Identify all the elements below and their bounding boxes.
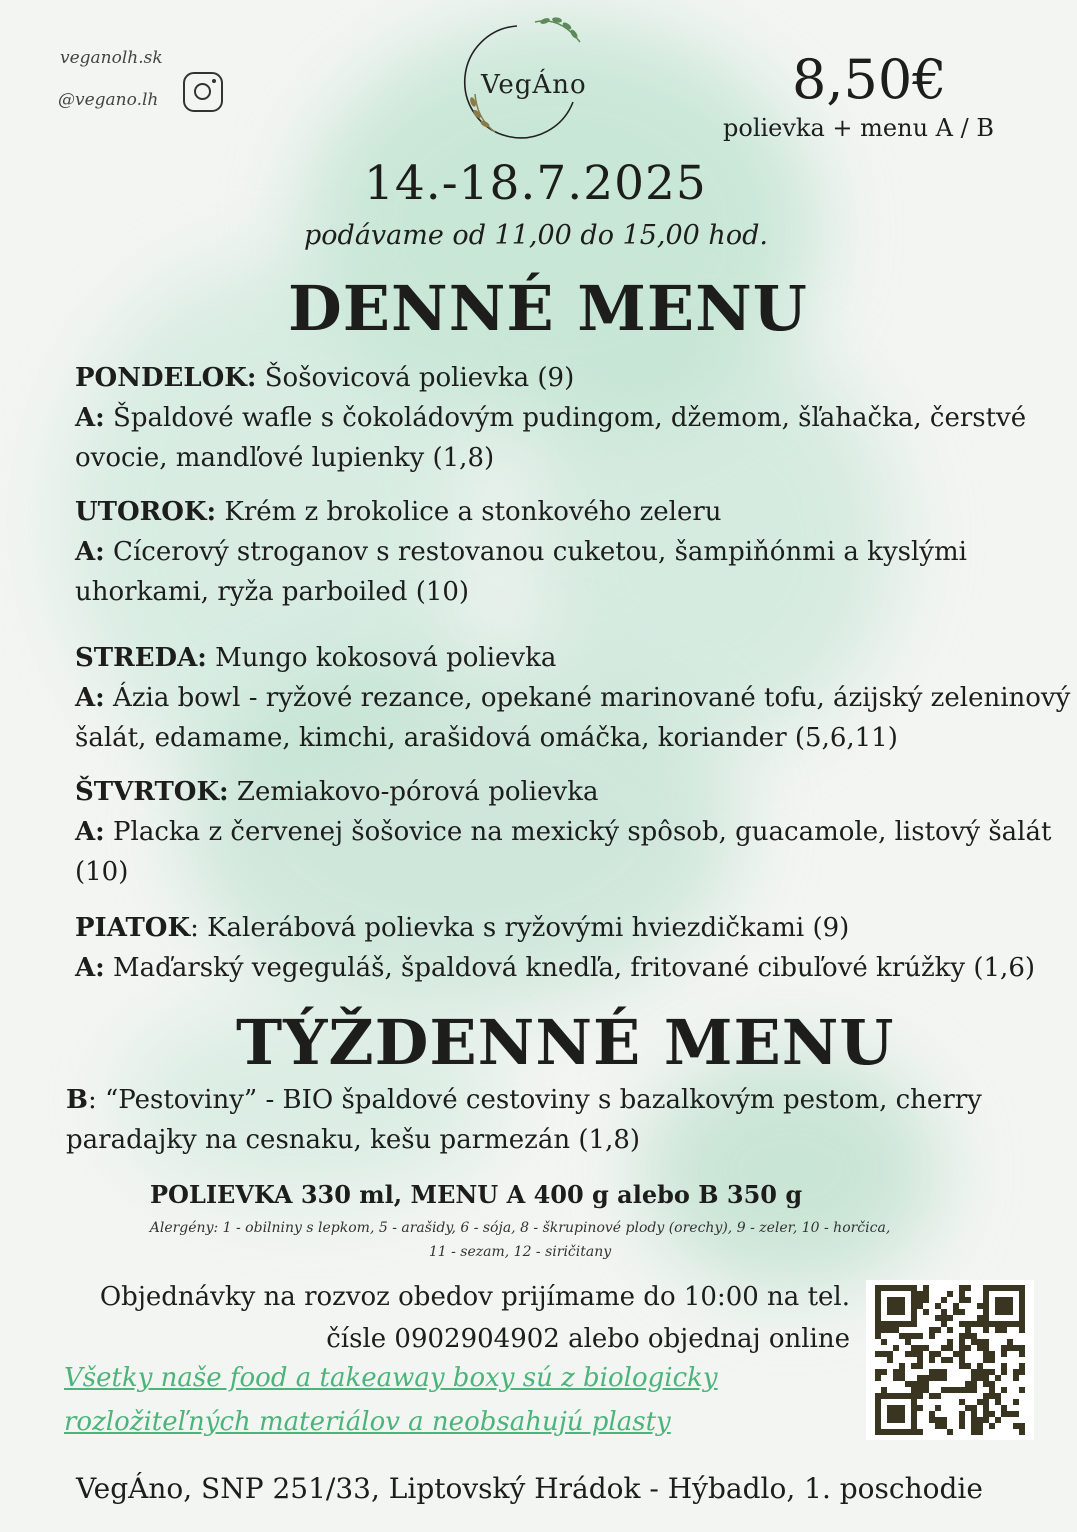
serving-hours: podávame od 11,00 do 15,00 hod. [304, 220, 768, 251]
qr-module [971, 1339, 977, 1345]
menu-a-text: Maďarský vegeguláš, špaldová knedľa, fritované cibuľové krúžky (1,6) [104, 953, 1036, 983]
qr-module [977, 1417, 983, 1423]
address: VegÁno, SNP 251/33, Liptovský Hrádok - Hýbadlo, 1. poschodie [76, 1472, 983, 1505]
qr-module [989, 1411, 995, 1417]
qr-module [899, 1375, 905, 1381]
qr-module [1007, 1339, 1013, 1345]
qr-module [941, 1375, 947, 1381]
vegano-logo [455, 14, 595, 144]
eco-line-1: Všetky naše food a takeaway boxy sú z biologicky [64, 1363, 718, 1393]
menu-b-label: B [66, 1085, 88, 1115]
qr-module [971, 1381, 977, 1387]
allergens [60, 1216, 980, 1264]
day-tuesday [75, 492, 967, 612]
qr-module [881, 1351, 887, 1357]
qr-module [971, 1387, 977, 1393]
qr-module [1019, 1351, 1025, 1357]
qr-module [959, 1285, 965, 1291]
logo-text: VegÁno [481, 70, 587, 100]
eco-packaging-link[interactable] [64, 1356, 718, 1444]
menu-a-text: Špaldové wafle s čokoládovým pudingom, džemom, šľahačka, čerstvé [104, 403, 1027, 433]
qr-module [971, 1333, 977, 1339]
qr-module [983, 1339, 989, 1345]
qr-module [965, 1327, 971, 1333]
day-thursday [75, 772, 1051, 892]
qr-module [947, 1327, 953, 1333]
qr-finder-center [887, 1297, 905, 1315]
qr-module [923, 1381, 929, 1387]
qr-module [941, 1297, 947, 1303]
qr-module [893, 1375, 899, 1381]
qr-module [1001, 1405, 1007, 1411]
qr-module [1001, 1351, 1007, 1357]
qr-module [905, 1381, 911, 1387]
allergens-line-1: Alergény: 1 - obilniny s lepkom, 5 - arašidy, 6 - sója, 8 - škrupinové plody (orechy), 9 - zeler, 10 - horčica, [149, 1220, 891, 1236]
qr-module [935, 1375, 941, 1381]
qr-module [929, 1357, 935, 1363]
qr-module [959, 1351, 965, 1357]
qr-module [941, 1417, 947, 1423]
qr-module [1019, 1429, 1025, 1435]
qr-module [989, 1351, 995, 1357]
qr-module [1013, 1399, 1019, 1405]
qr-module [959, 1399, 965, 1405]
qr-module [899, 1333, 905, 1339]
qr-code[interactable] [866, 1280, 1034, 1440]
qr-module [929, 1411, 935, 1417]
qr-module [917, 1357, 923, 1363]
qr-module [977, 1363, 983, 1369]
qr-module [965, 1387, 971, 1393]
qr-module [1007, 1345, 1013, 1351]
qr-module [899, 1363, 905, 1369]
qr-module [1001, 1345, 1007, 1351]
menu-a-text-cont: (10) [75, 857, 129, 887]
qr-module [935, 1405, 941, 1411]
qr-module [875, 1327, 881, 1333]
qr-module [959, 1363, 965, 1369]
qr-module [995, 1417, 1001, 1423]
qr-module [959, 1417, 965, 1423]
qr-module [935, 1423, 941, 1429]
qr-module [941, 1369, 947, 1375]
qr-module [941, 1321, 947, 1327]
qr-module [941, 1387, 947, 1393]
qr-module [935, 1303, 941, 1309]
qr-module [941, 1345, 947, 1351]
qr-module [971, 1375, 977, 1381]
qr-module [929, 1417, 935, 1423]
order-line-2: čísle 0902904902 alebo objednaj online [326, 1324, 850, 1354]
qr-module [953, 1303, 959, 1309]
qr-module [941, 1357, 947, 1363]
menu-a-label: A: [75, 683, 105, 713]
qr-module [971, 1417, 977, 1423]
qr-module [887, 1357, 893, 1363]
qr-module [971, 1405, 977, 1411]
menu-b-text-cont: paradajky na cesnaku, kešu parmezán (1,8) [66, 1125, 641, 1155]
qr-module [1001, 1411, 1007, 1417]
qr-module [875, 1375, 881, 1381]
qr-module [983, 1381, 989, 1387]
qr-module [917, 1291, 923, 1297]
soup: : Kalerábová polievka s ryžovými hviezdičkami (9) [190, 913, 850, 943]
qr-module [1001, 1369, 1007, 1375]
price: 8,50€ [792, 48, 947, 111]
qr-module [965, 1321, 971, 1327]
day-friday [75, 908, 1035, 988]
qr-module [935, 1369, 941, 1375]
qr-module [917, 1345, 923, 1351]
weekly-menu-title: TÝŽDENNÉ MENU [236, 1006, 895, 1079]
menu-a-label: A: [75, 953, 105, 983]
qr-module [971, 1369, 977, 1375]
qr-module [935, 1351, 941, 1357]
qr-module [977, 1345, 983, 1351]
qr-module [887, 1327, 893, 1333]
qr-module [983, 1393, 989, 1399]
qr-module [929, 1375, 935, 1381]
allergens-line-2: 11 - sezam, 12 - siričitany [428, 1244, 612, 1260]
qr-module [911, 1351, 917, 1357]
qr-module [923, 1297, 929, 1303]
qr-module [977, 1375, 983, 1381]
qr-module [959, 1333, 965, 1339]
qr-module [977, 1423, 983, 1429]
qr-module [917, 1405, 923, 1411]
menu-a-text: Placka z červenej šošovice na mexický spôsob, guacamole, listový šalát [104, 817, 1052, 847]
qr-finder-center [887, 1405, 905, 1423]
day-label: ŠTVRTOK: [75, 777, 229, 807]
qr-module [971, 1411, 977, 1417]
qr-module [929, 1351, 935, 1357]
qr-module [917, 1351, 923, 1357]
menu-a-text: Cícerový stroganov s restovanou cuketou, šampiňónmi a kyslými [104, 537, 967, 567]
qr-module [947, 1357, 953, 1363]
qr-module [929, 1327, 935, 1333]
qr-module [875, 1369, 881, 1375]
qr-module [959, 1309, 965, 1315]
day-label: UTOROK: [75, 497, 217, 527]
qr-module [1019, 1387, 1025, 1393]
day-label: PONDELOK: [75, 363, 257, 393]
qr-module [881, 1387, 887, 1393]
qr-finder-center [995, 1297, 1013, 1315]
qr-module [917, 1303, 923, 1309]
qr-module [1019, 1363, 1025, 1369]
qr-module [941, 1309, 947, 1315]
menu-a-text-cont: ovocie, mandľové lupienky (1,8) [75, 443, 495, 473]
qr-module [935, 1315, 941, 1321]
instagram-icon[interactable] [183, 72, 223, 112]
qr-module [983, 1417, 989, 1423]
qr-module [959, 1411, 965, 1417]
qr-module [893, 1345, 899, 1351]
price-note: polievka + menu A / B [723, 114, 994, 142]
qr-module [953, 1309, 959, 1315]
qr-module [983, 1357, 989, 1363]
qr-module [959, 1357, 965, 1363]
qr-module [917, 1387, 923, 1393]
qr-module [1007, 1411, 1013, 1417]
eco-line-2: rozložiteľných materiálov a neobsahujú plasty [64, 1407, 671, 1437]
qr-module [965, 1405, 971, 1411]
qr-module [977, 1303, 983, 1309]
menu-a-text-cont: šalát, edamame, kimchi, arašidová omáčka, koriander (5,6,11) [75, 723, 898, 753]
qr-module [983, 1351, 989, 1357]
qr-module [929, 1369, 935, 1375]
order-line-1: Objednávky na rozvoz obedov prijímame do 10:00 na tel. [99, 1282, 850, 1312]
date-range: 14.-18.7.2025 [364, 156, 707, 211]
portion-weights: POLIEVKA 330 ml, MENU A 400 g alebo B 350 g [150, 1180, 803, 1209]
qr-module [953, 1387, 959, 1393]
qr-module [1001, 1327, 1007, 1333]
qr-module [917, 1333, 923, 1339]
qr-module [977, 1429, 983, 1435]
menu-a-label: A: [75, 537, 105, 567]
website-text: veganolh.sk [60, 48, 163, 68]
qr-module [1013, 1369, 1019, 1375]
qr-module [959, 1423, 965, 1429]
qr-module [995, 1393, 1001, 1399]
qr-module [923, 1345, 929, 1351]
qr-module [917, 1393, 923, 1399]
qr-module [989, 1369, 995, 1375]
qr-module [989, 1387, 995, 1393]
qr-module [977, 1399, 983, 1405]
qr-module [983, 1327, 989, 1333]
qr-module [995, 1399, 1001, 1405]
qr-module [959, 1297, 965, 1303]
qr-module [1019, 1423, 1025, 1429]
qr-module [989, 1423, 995, 1429]
qr-module [995, 1375, 1001, 1381]
qr-module [935, 1327, 941, 1333]
qr-module [971, 1423, 977, 1429]
qr-module [1019, 1327, 1025, 1333]
qr-module [923, 1375, 929, 1381]
qr-module [917, 1297, 923, 1303]
qr-module [911, 1387, 917, 1393]
qr-module [905, 1351, 911, 1357]
qr-module [983, 1345, 989, 1351]
qr-module [965, 1333, 971, 1339]
qr-module [917, 1375, 923, 1381]
qr-module [905, 1333, 911, 1339]
qr-module [947, 1315, 953, 1321]
qr-module [989, 1393, 995, 1399]
qr-module [881, 1327, 887, 1333]
qr-module [905, 1339, 911, 1345]
qr-module [965, 1297, 971, 1303]
menu-a-text: Ázia bowl - ryžové rezance, opekané marinované tofu, ázijský zeleninový [104, 683, 1071, 713]
qr-module [923, 1387, 929, 1393]
qr-module [1013, 1423, 1019, 1429]
qr-module [983, 1399, 989, 1405]
qr-module [911, 1333, 917, 1339]
delivery-order-info [60, 1276, 850, 1360]
qr-module [929, 1333, 935, 1339]
qr-module [941, 1423, 947, 1429]
menu-b-text: : “Pestoviny” - BIO špaldové cestoviny s bazalkovým pestom, cherry [87, 1085, 982, 1115]
qr-module [1019, 1369, 1025, 1375]
qr-module [947, 1339, 953, 1345]
day-label: STREDA: [75, 643, 207, 673]
qr-module [929, 1393, 935, 1399]
qr-module [899, 1369, 905, 1375]
qr-module [971, 1321, 977, 1327]
qr-module [965, 1285, 971, 1291]
qr-module [965, 1381, 971, 1387]
day-monday [75, 358, 1026, 478]
qr-module [977, 1315, 983, 1321]
daily-menu-title: DENNÉ MENU [288, 272, 808, 345]
soup: Šošovicová polievka (9) [256, 363, 575, 393]
qr-module [959, 1321, 965, 1327]
qr-module [959, 1339, 965, 1345]
qr-module [989, 1381, 995, 1387]
qr-module [881, 1369, 887, 1375]
qr-module [1019, 1345, 1025, 1351]
qr-module [911, 1345, 917, 1351]
qr-module [1013, 1375, 1019, 1381]
qr-module [887, 1351, 893, 1357]
qr-module [983, 1375, 989, 1381]
qr-module [1001, 1363, 1007, 1369]
qr-module [1013, 1345, 1019, 1351]
qr-module [1001, 1387, 1007, 1393]
qr-module [923, 1309, 929, 1315]
qr-module [893, 1369, 899, 1375]
qr-module [983, 1369, 989, 1375]
qr-module [959, 1291, 965, 1297]
qr-module [947, 1429, 953, 1435]
qr-module [935, 1417, 941, 1423]
qr-module [947, 1387, 953, 1393]
qr-module [917, 1381, 923, 1387]
weekly-menu-b [66, 1080, 982, 1160]
qr-module [923, 1285, 929, 1291]
qr-module [911, 1363, 917, 1369]
day-wednesday [75, 638, 1070, 758]
day-label: PIATOK [75, 913, 191, 943]
qr-module [977, 1369, 983, 1375]
qr-module [935, 1393, 941, 1399]
qr-module [977, 1321, 983, 1327]
qr-module [959, 1387, 965, 1393]
qr-module [965, 1345, 971, 1351]
qr-module [983, 1405, 989, 1411]
instagram-handle[interactable]: @vegano.lh [58, 90, 159, 110]
qr-module [989, 1357, 995, 1363]
qr-module [923, 1291, 929, 1297]
qr-module [875, 1351, 881, 1357]
qr-module [995, 1327, 1001, 1333]
menu-a-text-cont: uhorkami, ryža parboiled (10) [75, 577, 470, 607]
qr-module [965, 1363, 971, 1369]
qr-module [917, 1363, 923, 1369]
qr-module [983, 1411, 989, 1417]
qr-module [941, 1315, 947, 1321]
qr-module [947, 1291, 953, 1297]
qr-module [977, 1339, 983, 1345]
menu-a-label: A: [75, 403, 105, 433]
qr-module [881, 1339, 887, 1345]
soup: Krém z brokolice a stonkového zeleru [216, 497, 722, 527]
qr-module [959, 1345, 965, 1351]
qr-module [953, 1351, 959, 1357]
qr-module [947, 1345, 953, 1351]
qr-module [917, 1429, 923, 1435]
qr-module [911, 1381, 917, 1387]
menu-a-label: A: [75, 817, 105, 847]
qr-module [971, 1429, 977, 1435]
soup: Mungo kokosová polievka [206, 643, 557, 673]
qr-module [875, 1333, 881, 1339]
qr-module [1013, 1411, 1019, 1417]
qr-module [893, 1327, 899, 1333]
soup: Zemiakovo-pórová polievka [228, 777, 599, 807]
